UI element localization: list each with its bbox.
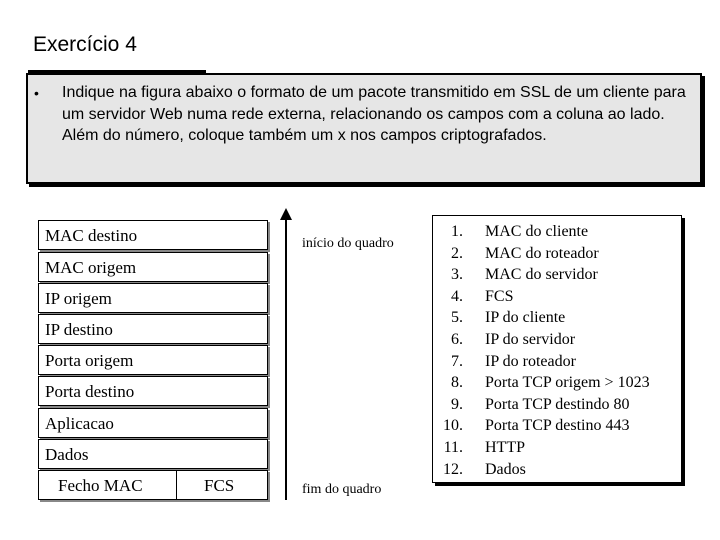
legend-item bbox=[433, 372, 650, 394]
legend-item-number: 7. bbox=[451, 352, 463, 370]
frame-direction-arrow bbox=[285, 218, 287, 500]
frame-end-label: fim do quadro bbox=[302, 482, 382, 497]
frame-field-porta-destino: Porta destino bbox=[38, 376, 268, 406]
legend-item-number: 6. bbox=[451, 330, 463, 348]
frame-start-label: início do quadro bbox=[302, 236, 394, 251]
legend-item-text: MAC do roteador bbox=[485, 244, 599, 262]
legend-item bbox=[433, 329, 650, 351]
legend-item-number: 11. bbox=[443, 438, 463, 456]
frame-field-ip-destino: IP destino bbox=[38, 314, 268, 344]
legend-item-text: IP do servidor bbox=[485, 330, 576, 348]
frame-field-dados: Dados bbox=[38, 439, 268, 469]
frame-field-ip-origem: IP origem bbox=[38, 283, 268, 313]
legend-item-text: Dados bbox=[485, 460, 526, 478]
legend-item bbox=[433, 286, 650, 308]
frame-field-mac-destino: MAC destino bbox=[38, 220, 268, 250]
legend-item-text: Porta TCP destindo 80 bbox=[485, 395, 630, 413]
legend-item-text: MAC do servidor bbox=[485, 266, 598, 284]
frame-field-fcs: FCS bbox=[204, 476, 235, 495]
legend-item bbox=[433, 307, 650, 329]
frame-field-porta-origem: Porta origem bbox=[38, 345, 268, 375]
trailer-divider bbox=[176, 471, 177, 499]
legend-item bbox=[433, 394, 650, 416]
legend-item-number: 4. bbox=[451, 287, 463, 305]
slide-title: Exercício 4 bbox=[33, 33, 137, 56]
question-box bbox=[26, 73, 702, 184]
frame-field-aplicacao: Aplicacao bbox=[38, 408, 268, 438]
legend-item-number: 3. bbox=[451, 266, 463, 284]
legend-item-number: 2. bbox=[451, 244, 463, 262]
bullet-point: • bbox=[34, 85, 39, 101]
frame-field-fecho-mac: Fecho MAC bbox=[58, 476, 143, 495]
legend-item bbox=[433, 459, 650, 481]
legend-item-text: Porta TCP destino 443 bbox=[485, 417, 630, 435]
legend-item-text: IP do roteador bbox=[485, 352, 576, 370]
legend-item-number: 5. bbox=[451, 309, 463, 327]
frame-trailer-row bbox=[38, 470, 268, 500]
legend-item bbox=[433, 351, 650, 373]
legend-item bbox=[433, 415, 650, 437]
legend-item bbox=[433, 243, 650, 265]
legend-item-text: IP do cliente bbox=[485, 309, 566, 327]
legend-item-number: 10. bbox=[443, 417, 463, 435]
legend-item bbox=[433, 221, 650, 243]
legend-item bbox=[433, 264, 650, 286]
legend-item-number: 1. bbox=[451, 223, 463, 240]
legend-item-text: MAC do cliente bbox=[485, 223, 589, 240]
legend-item-number: 9. bbox=[451, 395, 463, 413]
legend-item bbox=[433, 437, 650, 459]
question-text: Indique na figura abaixo o formato de um pacote transmitido em SSL de um cliente para um servidor Web numa rede externa, relacionando os campos com a coluna ao lado. Além do número, coloque também um x nos campos criptografados. bbox=[62, 84, 686, 144]
legend-item-number: 12. bbox=[443, 460, 463, 478]
legend-item-text: FCS bbox=[485, 287, 514, 305]
legend-box bbox=[432, 215, 682, 483]
legend-item-number: 8. bbox=[451, 374, 463, 392]
legend-item-text: HTTP bbox=[485, 438, 525, 456]
legend-list bbox=[433, 221, 650, 480]
legend-item-text: Porta TCP origem > 1023 bbox=[485, 374, 650, 392]
frame-field-mac-origem: MAC origem bbox=[38, 252, 268, 282]
